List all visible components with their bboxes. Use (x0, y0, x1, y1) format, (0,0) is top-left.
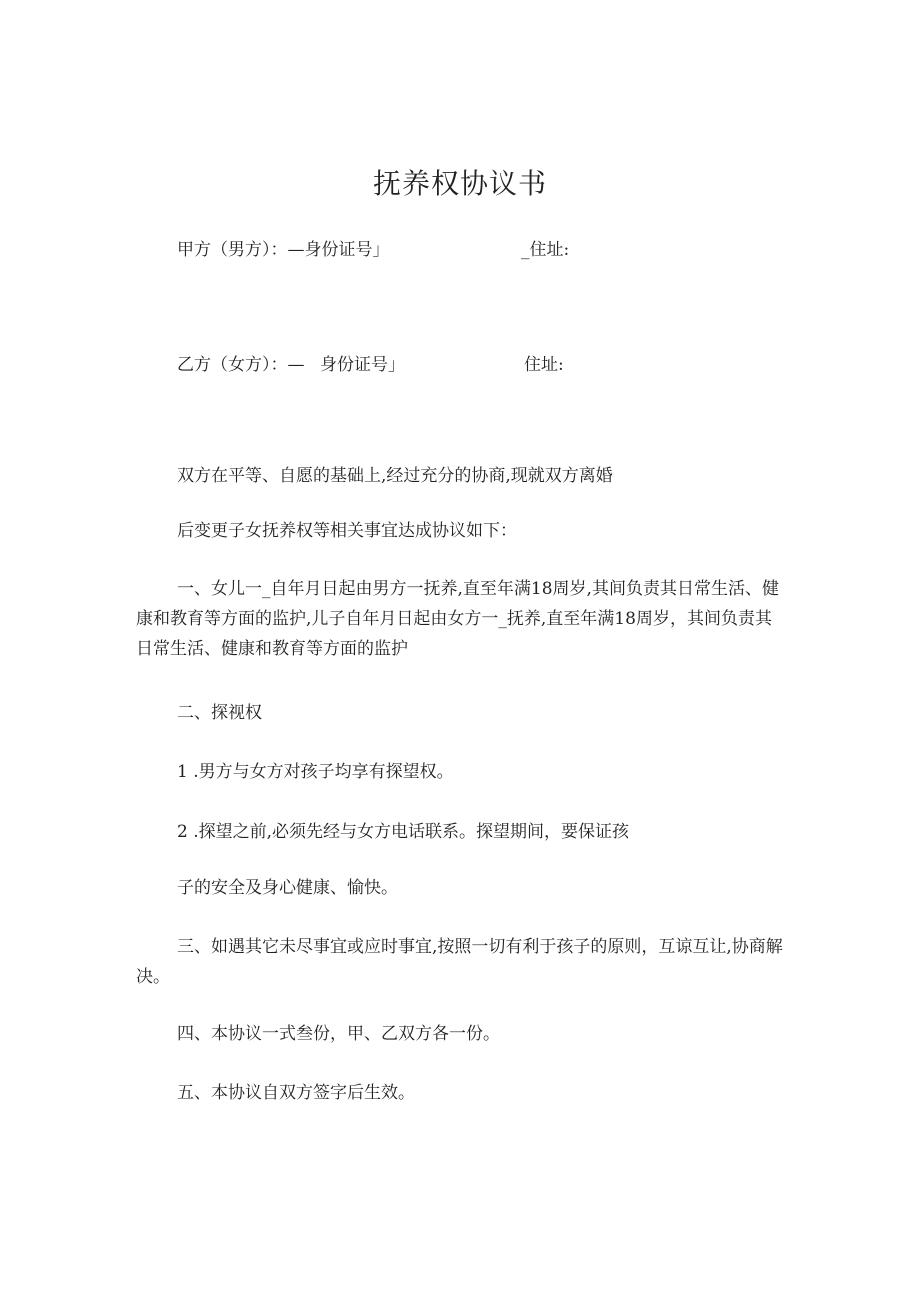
clause-4: 四、本协议一式叁份，甲、乙双方各一份。 (177, 1024, 500, 1044)
party-b-address-label: 住址: (524, 355, 564, 375)
party-b-label: 乙方（女方）：— (177, 355, 305, 375)
party-a-address-label: _住址: (521, 240, 570, 260)
clause-3: 三、如遇其它未尽事宜或应时事宜,按照一切有利于孩子的原则，互谅互让,协商解决。 (136, 937, 783, 987)
clause-2-item-1: 1 .男方与女方对孩子均享有探望权。 (177, 762, 454, 782)
clause-2-item-2-continued: 子的安全及身心健康、愉快。 (177, 878, 398, 898)
clause-5: 五、本协议自双方签字后生效。 (177, 1083, 415, 1103)
intro-line-1: 双方在平等、自愿的基础上,经过充分的协商,现就双方离婚 (177, 466, 613, 486)
party-a-label: 甲方（男方）：—身份证号」 (177, 240, 390, 260)
document-title: 抚养权协议书 (372, 167, 547, 200)
clause-2-heading: 二、探视权 (177, 703, 262, 723)
clause-1: 一、女儿一_自年月日起由男方一抚养,直至年满18周岁,其间负责其日常生活、健康和教育等方面的监护,儿子自年月日起由女方一_抚养,直至年满18周岁，其间负责其日常生活、健康和教育等方面的监护 (136, 579, 779, 659)
clause-2-item-2: 2 .探望之前,必须先经与女方电话联系。探望期间，要保证孩 (177, 822, 630, 842)
party-b-id-label: 身份证号」 (320, 355, 405, 375)
intro-line-2: 后变更子女抚养权等相关事宜达成协议如下： (177, 521, 517, 541)
